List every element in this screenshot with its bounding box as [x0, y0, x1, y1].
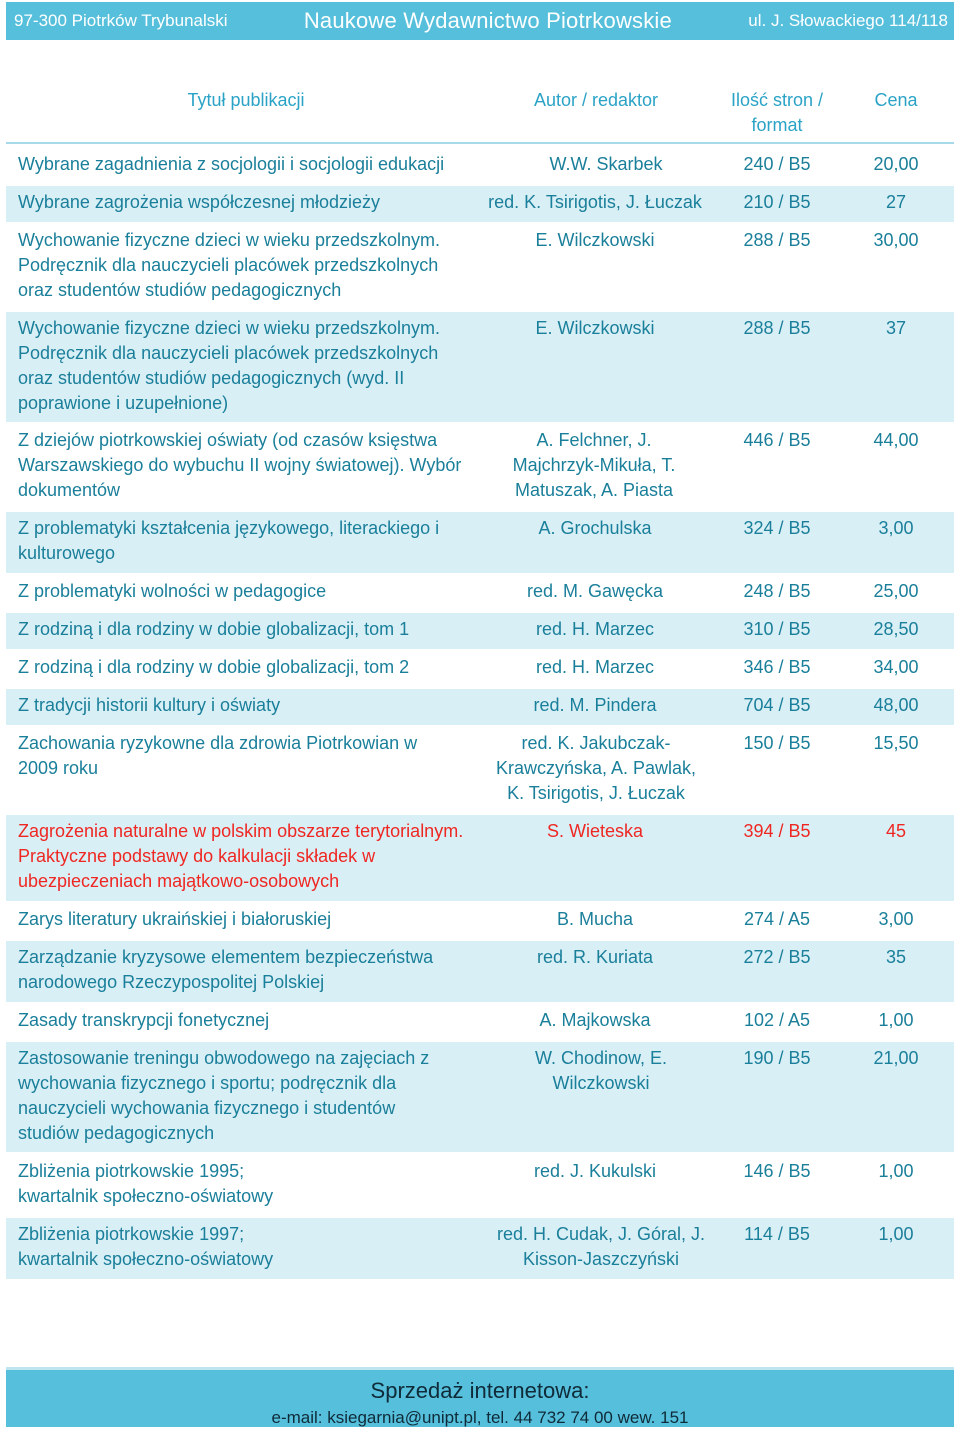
row-price: 1,00	[878, 1161, 914, 1181]
footer-heading: Sprzedaż internetowa:	[370, 1378, 590, 1403]
table-row	[6, 651, 954, 687]
row-pages: 310 / B5	[743, 619, 811, 639]
row-author: red. M. Pindera	[533, 695, 657, 715]
table-row	[6, 512, 954, 573]
row-pages: 114 / B5	[744, 1224, 810, 1244]
table-row	[6, 941, 954, 1002]
row-pages: 102 / A5	[743, 1010, 811, 1030]
row-author: red. R. Kuriata	[536, 947, 654, 967]
table-row	[6, 312, 954, 422]
row-author: red. K. Jakubczak-Krawczyńska, A. Pawlak, K. Tsirigotis, J. Łuczak	[495, 733, 697, 803]
row-price: 21,00	[873, 1048, 919, 1068]
row-price: 34,00	[873, 657, 919, 677]
row-title: Z rodziną i dla rodziny w dobie globalizacji, tom 2	[18, 657, 410, 677]
table-row	[6, 613, 954, 649]
row-price: 20,00	[873, 154, 919, 174]
row-pages: 346 / B5	[743, 657, 811, 677]
footer-contact[interactable]: e-mail: ksiegarnia@unipt.pl, tel. 44 732 74 00 wew. 151	[271, 1408, 689, 1427]
row-price: 30,00	[873, 230, 919, 250]
row-author: red. J. Kukulski	[533, 1161, 657, 1181]
row-title: Zarys literatury ukraińskiej i białoruskiej	[18, 909, 332, 929]
column-header-author: Autor / redaktor	[533, 90, 659, 110]
row-pages: 288 / B5	[743, 230, 811, 250]
row-pages: 210 / B5	[743, 192, 811, 212]
row-price: 1,00	[878, 1224, 914, 1244]
table-row	[6, 1004, 954, 1040]
row-pages: 394 / B5	[743, 821, 811, 841]
table-row	[6, 575, 954, 611]
table-row	[6, 148, 954, 184]
row-price: 44,00	[873, 430, 919, 450]
row-pages: 190 / B5	[743, 1048, 811, 1068]
row-pages: 146 / B5	[743, 1161, 811, 1181]
row-price: 1,00	[878, 1010, 914, 1030]
row-author: E. Wilczkowski	[535, 318, 655, 338]
row-price: 3,00	[878, 909, 914, 929]
row-author: W. Chodinow, E. Wilczkowski	[534, 1048, 668, 1093]
row-title: Wychowanie fizyczne dzieci w wieku przedszkolnym. Podręcznik dla nauczycieli placówek przedszkolnych oraz studentów studiów pedagogicznych	[18, 230, 440, 300]
row-title: Zachowania ryzykowne dla zdrowia Piotrkowian w 2009 roku	[18, 733, 418, 778]
row-pages: 324 / B5	[743, 518, 811, 538]
table-row	[6, 689, 954, 725]
table-row	[6, 903, 954, 939]
row-price: 48,00	[873, 695, 919, 715]
row-author: red. H. Cudak, J. Góral, J. Kisson-Jaszczyński	[496, 1224, 706, 1269]
row-title: Zbliżenia piotrkowskie 1997; kwartalnik społeczno-oświatowy	[18, 1224, 274, 1269]
row-author: A. Majkowska	[539, 1010, 651, 1030]
row-author: red. M. Gawęcka	[526, 581, 664, 601]
row-price: 25,00	[873, 581, 919, 601]
row-title: Wybrane zagrożenia współczesnej młodzieży	[18, 192, 381, 212]
row-pages: 150 / B5	[743, 733, 811, 753]
row-title: Wybrane zagadnienia z socjologii i socjologii edukacji	[18, 154, 445, 174]
row-pages: 274 / A5	[743, 909, 811, 929]
row-title: Z rodziną i dla rodziny w dobie globalizacji, tom 1	[18, 619, 410, 639]
row-title: Zasady transkrypcji fonetycznej	[18, 1010, 270, 1030]
header-address-right: ul. J. Słowackiego 114/118	[748, 11, 948, 30]
row-pages: 272 / B5	[743, 947, 811, 967]
row-title: Z problematyki wolności w pedagogice	[18, 581, 327, 601]
row-author: S. Wieteska	[546, 821, 644, 841]
row-author: red. H. Marzec	[535, 657, 655, 677]
row-price: 35	[885, 947, 907, 967]
table-row	[6, 186, 954, 222]
row-title: Zbliżenia piotrkowskie 1995; kwartalnik społeczno-oświatowy	[18, 1161, 274, 1206]
row-price: 3,00	[878, 518, 914, 538]
row-title: Zagrożenia naturalne w polskim obszarze terytorialnym. Praktyczne podstawy do kalkulacji składek w ubezpieczeniach majątkowo-osobowych	[18, 821, 464, 891]
row-price: 45	[885, 821, 907, 841]
table-row	[6, 1155, 954, 1216]
row-author: red. H. Marzec	[535, 619, 655, 639]
row-price: 27	[885, 192, 907, 212]
table-header	[6, 86, 954, 144]
table-row	[6, 1042, 954, 1152]
row-title: Zastosowanie treningu obwodowego na zajęciach z wychowania fizycznego i sportu; podręcznik dla nauczycieli wychowania fizycznego i studentów studiów pedagogicznych	[18, 1048, 430, 1143]
table-row	[6, 1218, 954, 1279]
table-row	[6, 727, 954, 813]
row-title: Wychowanie fizyczne dzieci w wieku przedszkolnym. Podręcznik dla nauczycieli placówek przedszkolnych oraz studentów studiów pedagogicznych (wyd. II poprawione i uzupełnione)	[18, 318, 440, 413]
table-row	[6, 224, 954, 310]
row-author: W.W. Skarbek	[549, 154, 663, 174]
row-author: E. Wilczkowski	[535, 230, 655, 250]
header-address-left: 97-300 Piotrków Trybunalski	[14, 11, 228, 30]
page-header	[6, 2, 954, 40]
row-title: Z dziejów piotrkowskiej oświaty (od czasów księstwa Warszawskiego do wybuchu II wojny światowej). Wybór dokumentów	[18, 430, 462, 500]
row-title: Zarządzanie kryzysowe elementem bezpieczeństwa narodowego Rzeczypospolitej Polskiej	[18, 947, 434, 992]
row-title: Z tradycji historii kultury i oświaty	[18, 695, 281, 715]
row-author: red. K. Tsirigotis, J. Łuczak	[488, 192, 702, 212]
row-pages: 248 / B5	[743, 581, 811, 601]
header-publisher: Naukowe Wydawnictwo Piotrkowskie	[303, 8, 672, 33]
row-price: 15,50	[873, 733, 919, 753]
row-price: 37	[885, 318, 907, 338]
column-header-title: Tytuł publikacji	[187, 90, 305, 110]
row-pages: 288 / B5	[743, 318, 811, 338]
row-author: B. Mucha	[556, 909, 634, 929]
row-pages: 240 / B5	[743, 154, 811, 174]
column-header-price: Cena	[874, 90, 918, 110]
column-header-pages: Ilość stron / format	[730, 90, 824, 135]
page-footer	[6, 1367, 954, 1427]
row-pages: 704 / B5	[743, 695, 811, 715]
row-price: 28,50	[873, 619, 919, 639]
row-author: A. Grochulska	[538, 518, 652, 538]
row-pages: 446 / B5	[743, 430, 811, 450]
table-row	[6, 424, 954, 510]
table-row	[6, 815, 954, 901]
row-title: Z problematyki kształcenia językowego, literackiego i kulturowego	[18, 518, 440, 563]
row-author: A. Felchner, J. Majchrzyk-Mikuła, T. Matuszak, A. Piasta	[512, 430, 676, 500]
